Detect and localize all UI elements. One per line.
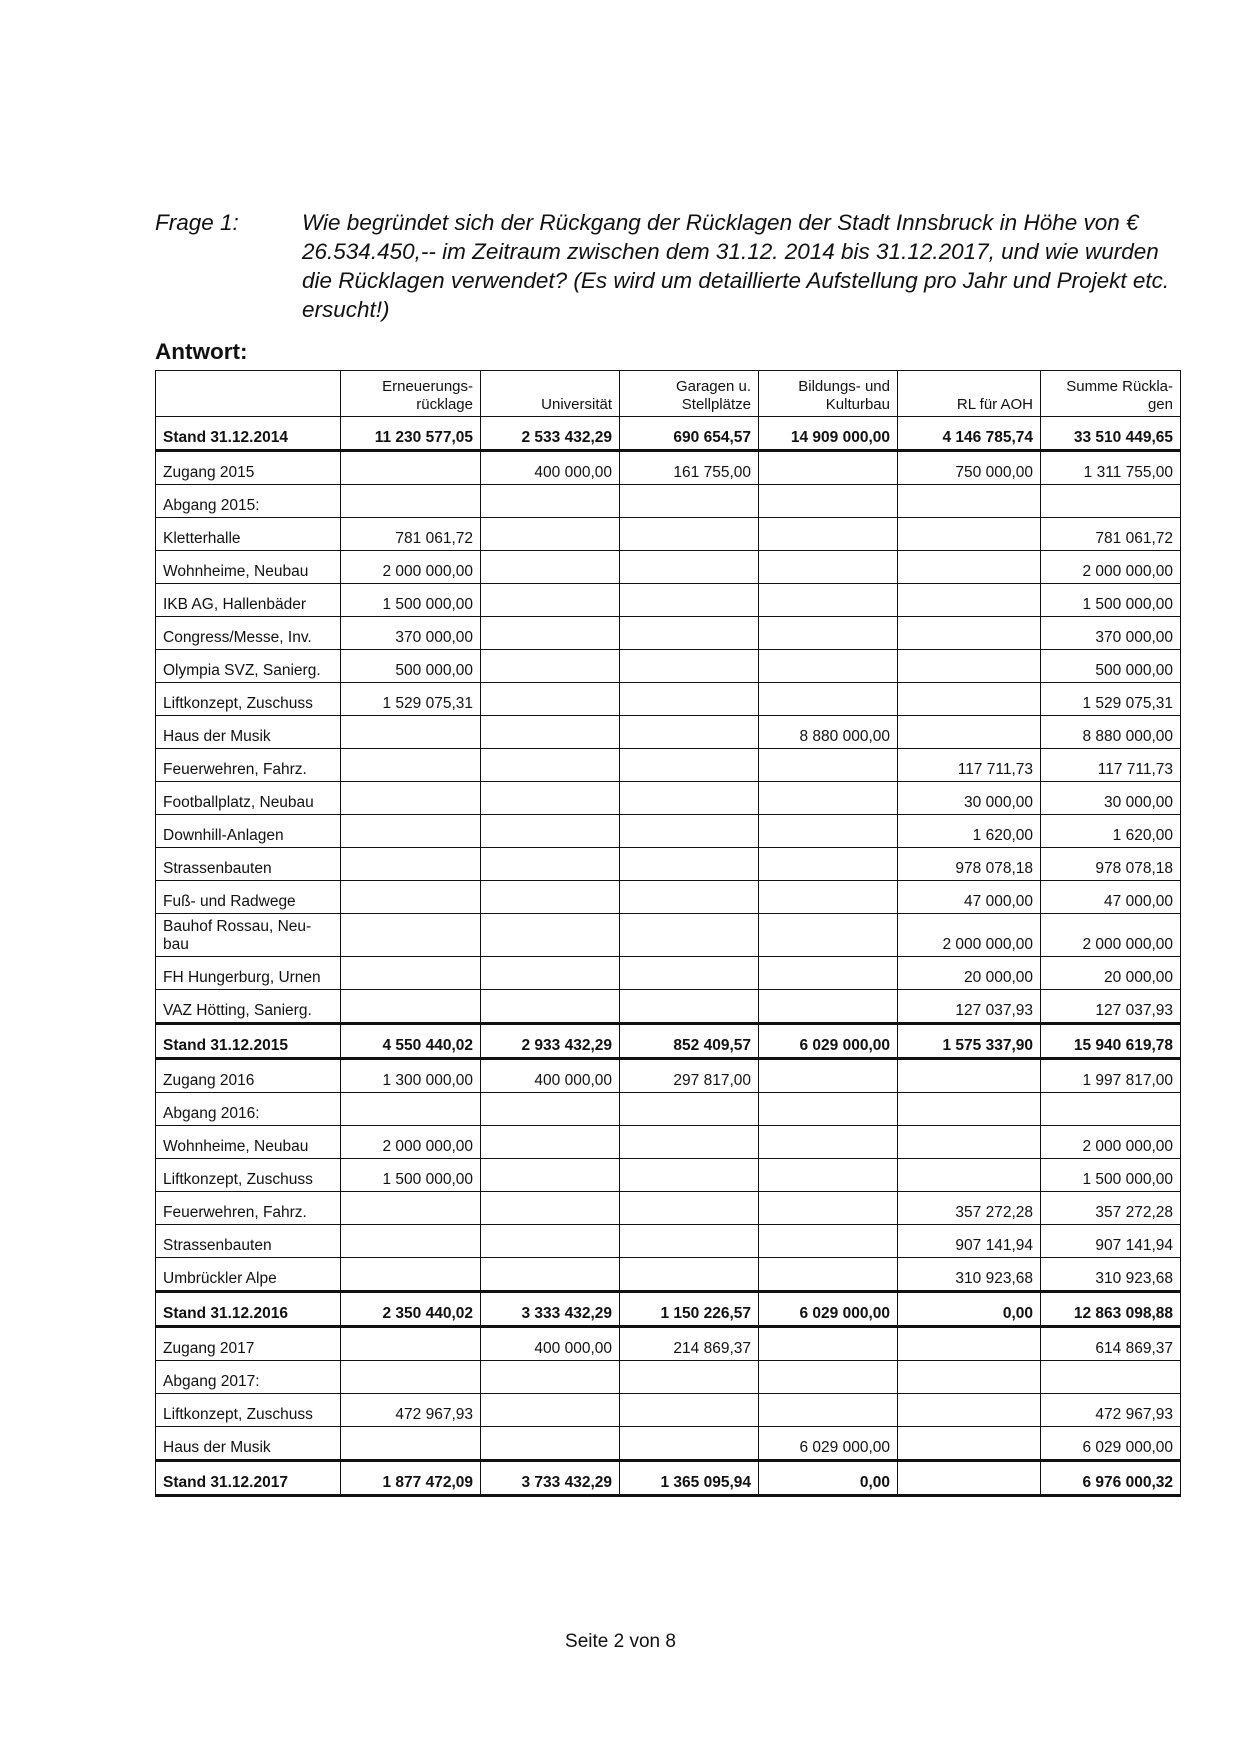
amount-cell: 117 711,73 xyxy=(1041,749,1181,782)
row-label: Strassenbauten xyxy=(156,1225,341,1258)
amount-cell xyxy=(759,1361,898,1394)
amount-cell xyxy=(759,451,898,485)
amount-cell: 852 409,57 xyxy=(620,1024,759,1059)
table-row xyxy=(156,1126,1181,1159)
table-header-row xyxy=(156,371,1181,417)
amount-cell xyxy=(898,1394,1041,1427)
amount-cell: 1 300 000,00 xyxy=(341,1059,481,1093)
amount-cell: 357 272,28 xyxy=(898,1192,1041,1225)
amount-cell xyxy=(759,617,898,650)
amount-cell xyxy=(620,683,759,716)
row-label: Abgang 2016: xyxy=(156,1093,341,1126)
amount-cell: 472 967,93 xyxy=(341,1394,481,1427)
amount-cell xyxy=(341,716,481,749)
amount-cell xyxy=(341,1225,481,1258)
amount-cell: 20 000,00 xyxy=(1041,957,1181,990)
table-row xyxy=(156,617,1181,650)
amount-cell: 690 654,57 xyxy=(620,417,759,451)
amount-cell: 2 000 000,00 xyxy=(1041,1126,1181,1159)
amount-cell: 127 037,93 xyxy=(898,990,1041,1024)
amount-cell: 750 000,00 xyxy=(898,451,1041,485)
amount-cell xyxy=(620,1126,759,1159)
amount-cell xyxy=(759,1192,898,1225)
table-row xyxy=(156,990,1181,1024)
amount-cell: 370 000,00 xyxy=(341,617,481,650)
amount-cell: 1 500 000,00 xyxy=(1041,584,1181,617)
amount-cell xyxy=(620,1192,759,1225)
row-label: Congress/Messe, Inv. xyxy=(156,617,341,650)
amount-cell: 14 909 000,00 xyxy=(759,417,898,451)
amount-cell xyxy=(481,1192,620,1225)
amount-cell xyxy=(481,881,620,914)
amount-cell: 6 976 000,32 xyxy=(1041,1461,1181,1496)
amount-cell xyxy=(898,1461,1041,1496)
amount-cell xyxy=(481,749,620,782)
amount-cell: 907 141,94 xyxy=(898,1225,1041,1258)
amount-cell: 472 967,93 xyxy=(1041,1394,1181,1427)
table-row xyxy=(156,914,1181,957)
answer-heading: Antwort: xyxy=(155,339,248,364)
amount-cell: 127 037,93 xyxy=(1041,990,1181,1024)
row-label: Feuerwehren, Fahrz. xyxy=(156,749,341,782)
amount-cell xyxy=(759,1093,898,1126)
row-label: Abgang 2015: xyxy=(156,485,341,518)
amount-cell xyxy=(620,782,759,815)
amount-cell xyxy=(1041,485,1181,518)
table-row xyxy=(156,1327,1181,1361)
table-row xyxy=(156,716,1181,749)
column-header-label xyxy=(156,371,341,417)
amount-cell: 978 078,18 xyxy=(1041,848,1181,881)
column-header: Erneuerungs-rücklage xyxy=(341,371,481,417)
amount-cell xyxy=(759,881,898,914)
amount-cell: 2 533 432,29 xyxy=(481,417,620,451)
table-row xyxy=(156,1093,1181,1126)
amount-cell: 907 141,94 xyxy=(1041,1225,1181,1258)
amount-cell: 2 350 440,02 xyxy=(341,1292,481,1327)
amount-cell xyxy=(759,749,898,782)
row-label: Stand 31.12.2015 xyxy=(156,1024,341,1059)
amount-cell xyxy=(759,551,898,584)
column-header: Garagen u. Stellplätze xyxy=(620,371,759,417)
amount-cell xyxy=(481,815,620,848)
amount-cell xyxy=(620,815,759,848)
amount-cell xyxy=(620,914,759,957)
amount-cell xyxy=(481,1427,620,1461)
amount-cell xyxy=(620,1159,759,1192)
amount-cell: 1 529 075,31 xyxy=(341,683,481,716)
amount-cell xyxy=(481,1159,620,1192)
amount-cell: 214 869,37 xyxy=(620,1327,759,1361)
amount-cell xyxy=(341,749,481,782)
amount-cell: 33 510 449,65 xyxy=(1041,417,1181,451)
table-row xyxy=(156,1361,1181,1394)
amount-cell: 500 000,00 xyxy=(1041,650,1181,683)
amount-cell xyxy=(759,1059,898,1093)
amount-cell: 781 061,72 xyxy=(1041,518,1181,551)
column-header: Universität xyxy=(481,371,620,417)
amount-cell: 47 000,00 xyxy=(1041,881,1181,914)
amount-cell: 3 733 432,29 xyxy=(481,1461,620,1496)
row-label: Haus der Musik xyxy=(156,716,341,749)
row-label: FH Hungerburg, Urnen xyxy=(156,957,341,990)
table-row xyxy=(156,551,1181,584)
row-label: Liftkonzept, Zuschuss xyxy=(156,1394,341,1427)
amount-cell xyxy=(620,1258,759,1292)
amount-cell xyxy=(620,551,759,584)
amount-cell xyxy=(620,848,759,881)
amount-cell: 1 500 000,00 xyxy=(341,1159,481,1192)
amount-cell xyxy=(481,1258,620,1292)
row-label: Zugang 2016 xyxy=(156,1059,341,1093)
table-row xyxy=(156,683,1181,716)
amount-cell xyxy=(898,1327,1041,1361)
amount-cell: 1 575 337,90 xyxy=(898,1024,1041,1059)
question-text: Wie begründet sich der Rückgang der Rücklagen der Stadt Innsbruck in Höhe von € 26.534.450,-- im Zeitraum zwischen dem 31.12. 2014 bis 31.12.2017, und wie wurden die Rücklagen verwendet? (Es wird um detaillierte Aufstellung pro Jahr und Projekt etc. ersucht!) xyxy=(302,210,1170,322)
row-label: Fuß- und Radwege xyxy=(156,881,341,914)
amount-cell xyxy=(341,451,481,485)
row-label: Strassenbauten xyxy=(156,848,341,881)
amount-cell: 2 000 000,00 xyxy=(341,551,481,584)
amount-cell: 47 000,00 xyxy=(898,881,1041,914)
row-label: Footballplatz, Neubau xyxy=(156,782,341,815)
amount-cell xyxy=(620,617,759,650)
amount-cell xyxy=(341,782,481,815)
amount-cell xyxy=(341,1427,481,1461)
amount-cell xyxy=(759,485,898,518)
amount-cell: 3 333 432,29 xyxy=(481,1292,620,1327)
table-row xyxy=(156,749,1181,782)
amount-cell xyxy=(898,1093,1041,1126)
amount-cell xyxy=(341,1192,481,1225)
table-row xyxy=(156,881,1181,914)
amount-cell xyxy=(481,683,620,716)
row-label: Olympia SVZ, Sanierg. xyxy=(156,650,341,683)
amount-cell: 1 500 000,00 xyxy=(341,584,481,617)
amount-cell xyxy=(481,957,620,990)
amount-cell xyxy=(759,914,898,957)
amount-cell: 1 311 755,00 xyxy=(1041,451,1181,485)
amount-cell xyxy=(898,617,1041,650)
amount-cell: 370 000,00 xyxy=(1041,617,1181,650)
amount-cell: 11 230 577,05 xyxy=(341,417,481,451)
amount-cell xyxy=(759,1258,898,1292)
amount-cell xyxy=(759,1126,898,1159)
amount-cell xyxy=(620,1361,759,1394)
amount-cell xyxy=(1041,1361,1181,1394)
amount-cell xyxy=(620,1394,759,1427)
amount-cell xyxy=(898,716,1041,749)
amount-cell: 1 620,00 xyxy=(898,815,1041,848)
amount-cell: 20 000,00 xyxy=(898,957,1041,990)
amount-cell xyxy=(620,990,759,1024)
amount-cell: 30 000,00 xyxy=(898,782,1041,815)
column-header: Summe Rückla-gen xyxy=(1041,371,1181,417)
amount-cell xyxy=(481,1225,620,1258)
amount-cell: 2 000 000,00 xyxy=(341,1126,481,1159)
amount-cell: 1 997 817,00 xyxy=(1041,1059,1181,1093)
amount-cell: 781 061,72 xyxy=(341,518,481,551)
row-label: Stand 31.12.2017 xyxy=(156,1461,341,1496)
amount-cell xyxy=(898,650,1041,683)
amount-cell xyxy=(481,914,620,957)
table-row xyxy=(156,1192,1181,1225)
amount-cell xyxy=(620,881,759,914)
amount-cell: 1 365 095,94 xyxy=(620,1461,759,1496)
amount-cell xyxy=(759,683,898,716)
amount-cell xyxy=(481,584,620,617)
amount-cell xyxy=(620,749,759,782)
amount-cell xyxy=(341,815,481,848)
amount-cell xyxy=(481,551,620,584)
row-label: VAZ Hötting, Sanierg. xyxy=(156,990,341,1024)
amount-cell xyxy=(759,518,898,551)
amount-cell xyxy=(481,1394,620,1427)
table-row xyxy=(156,451,1181,485)
amount-cell xyxy=(481,990,620,1024)
table-row xyxy=(156,1394,1181,1427)
table-row xyxy=(156,650,1181,683)
amount-cell xyxy=(898,551,1041,584)
column-header: RL für AOH xyxy=(898,371,1041,417)
table-row xyxy=(156,1225,1181,1258)
table-row xyxy=(156,782,1181,815)
amount-cell: 12 863 098,88 xyxy=(1041,1292,1181,1327)
amount-cell: 15 940 619,78 xyxy=(1041,1024,1181,1059)
amount-cell: 161 755,00 xyxy=(620,451,759,485)
amount-cell xyxy=(620,957,759,990)
amount-cell xyxy=(481,1093,620,1126)
amount-cell xyxy=(620,518,759,551)
page-number: Seite 2 von 8 xyxy=(565,1631,676,1652)
amount-cell: 310 923,68 xyxy=(1041,1258,1181,1292)
row-label: Zugang 2017 xyxy=(156,1327,341,1361)
amount-cell: 1 150 226,57 xyxy=(620,1292,759,1327)
amount-cell xyxy=(341,881,481,914)
table-row xyxy=(156,1427,1181,1461)
amount-cell: 6 029 000,00 xyxy=(759,1292,898,1327)
amount-cell xyxy=(898,485,1041,518)
amount-cell xyxy=(620,1225,759,1258)
amount-cell: 6 029 000,00 xyxy=(1041,1427,1181,1461)
row-label: Wohnheime, Neubau xyxy=(156,551,341,584)
amount-cell xyxy=(481,617,620,650)
row-label: IKB AG, Hallenbäder xyxy=(156,584,341,617)
amount-cell xyxy=(620,1427,759,1461)
amount-cell: 500 000,00 xyxy=(341,650,481,683)
amount-cell xyxy=(759,1225,898,1258)
amount-cell xyxy=(759,1327,898,1361)
row-label: Kletterhalle xyxy=(156,518,341,551)
amount-cell xyxy=(481,485,620,518)
amount-cell xyxy=(898,1427,1041,1461)
column-header: Bildungs- und Kulturbau xyxy=(759,371,898,417)
amount-cell xyxy=(898,584,1041,617)
amount-cell: 297 817,00 xyxy=(620,1059,759,1093)
amount-cell: 8 880 000,00 xyxy=(1041,716,1181,749)
amount-cell xyxy=(341,914,481,957)
row-label: Liftkonzept, Zuschuss xyxy=(156,1159,341,1192)
table-row xyxy=(156,485,1181,518)
amount-cell: 1 529 075,31 xyxy=(1041,683,1181,716)
table-row xyxy=(156,1258,1181,1292)
amount-cell: 2 000 000,00 xyxy=(898,914,1041,957)
amount-cell xyxy=(759,1159,898,1192)
amount-cell: 1 620,00 xyxy=(1041,815,1181,848)
row-label: Downhill-Anlagen xyxy=(156,815,341,848)
amount-cell: 0,00 xyxy=(759,1461,898,1496)
table-body xyxy=(156,417,1181,1496)
amount-cell: 6 029 000,00 xyxy=(759,1427,898,1461)
row-label: Zugang 2015 xyxy=(156,451,341,485)
amount-cell xyxy=(620,485,759,518)
amount-cell: 357 272,28 xyxy=(1041,1192,1181,1225)
amount-cell: 0,00 xyxy=(898,1292,1041,1327)
reserves-table xyxy=(155,370,1181,1497)
amount-cell xyxy=(341,485,481,518)
row-label: Umbrückler Alpe xyxy=(156,1258,341,1292)
table-row xyxy=(156,957,1181,990)
amount-cell xyxy=(759,815,898,848)
table-row xyxy=(156,848,1181,881)
amount-cell xyxy=(620,716,759,749)
amount-cell xyxy=(898,683,1041,716)
row-label: Haus der Musik xyxy=(156,1427,341,1461)
amount-cell: 2 933 432,29 xyxy=(481,1024,620,1059)
balance-row xyxy=(156,1292,1181,1327)
amount-cell xyxy=(481,650,620,683)
amount-cell xyxy=(341,1361,481,1394)
table-row xyxy=(156,518,1181,551)
amount-cell: 1 877 472,09 xyxy=(341,1461,481,1496)
balance-row xyxy=(156,1461,1181,1496)
amount-cell xyxy=(481,1361,620,1394)
amount-cell: 117 711,73 xyxy=(898,749,1041,782)
amount-cell xyxy=(898,1059,1041,1093)
balance-row xyxy=(156,1024,1181,1059)
table-row xyxy=(156,815,1181,848)
amount-cell xyxy=(481,716,620,749)
amount-cell xyxy=(759,650,898,683)
amount-cell: 2 000 000,00 xyxy=(1041,551,1181,584)
amount-cell xyxy=(759,957,898,990)
table-row xyxy=(156,1059,1181,1093)
amount-cell: 310 923,68 xyxy=(898,1258,1041,1292)
amount-cell: 400 000,00 xyxy=(481,1327,620,1361)
amount-cell: 978 078,18 xyxy=(898,848,1041,881)
amount-cell xyxy=(759,990,898,1024)
amount-cell xyxy=(620,1093,759,1126)
question-label: Frage 1: xyxy=(155,210,239,235)
amount-cell xyxy=(898,518,1041,551)
amount-cell xyxy=(481,518,620,551)
amount-cell: 1 500 000,00 xyxy=(1041,1159,1181,1192)
amount-cell xyxy=(481,1126,620,1159)
row-label: Wohnheime, Neubau xyxy=(156,1126,341,1159)
amount-cell xyxy=(481,782,620,815)
amount-cell xyxy=(898,1126,1041,1159)
row-label: Stand 31.12.2016 xyxy=(156,1292,341,1327)
amount-cell xyxy=(898,1159,1041,1192)
amount-cell xyxy=(898,1361,1041,1394)
amount-cell xyxy=(759,848,898,881)
amount-cell xyxy=(759,584,898,617)
table-row xyxy=(156,1159,1181,1192)
amount-cell: 6 029 000,00 xyxy=(759,1024,898,1059)
amount-cell xyxy=(1041,1093,1181,1126)
amount-cell xyxy=(341,1327,481,1361)
amount-cell: 2 000 000,00 xyxy=(1041,914,1181,957)
row-label: Liftkonzept, Zuschuss xyxy=(156,683,341,716)
amount-cell xyxy=(341,1258,481,1292)
row-label: Stand 31.12.2014 xyxy=(156,417,341,451)
amount-cell: 400 000,00 xyxy=(481,451,620,485)
amount-cell xyxy=(620,650,759,683)
amount-cell: 4 550 440,02 xyxy=(341,1024,481,1059)
row-label: Feuerwehren, Fahrz. xyxy=(156,1192,341,1225)
row-label: Abgang 2017: xyxy=(156,1361,341,1394)
amount-cell: 614 869,37 xyxy=(1041,1327,1181,1361)
amount-cell xyxy=(759,1394,898,1427)
amount-cell xyxy=(481,848,620,881)
amount-cell: 4 146 785,74 xyxy=(898,417,1041,451)
table-row xyxy=(156,584,1181,617)
amount-cell xyxy=(341,848,481,881)
amount-cell xyxy=(341,990,481,1024)
amount-cell: 8 880 000,00 xyxy=(759,716,898,749)
amount-cell xyxy=(341,957,481,990)
amount-cell: 30 000,00 xyxy=(1041,782,1181,815)
balance-row xyxy=(156,417,1181,451)
row-label: Bauhof Rossau, Neu-bau xyxy=(156,914,341,957)
amount-cell xyxy=(620,584,759,617)
amount-cell xyxy=(341,1093,481,1126)
amount-cell: 400 000,00 xyxy=(481,1059,620,1093)
amount-cell xyxy=(759,782,898,815)
